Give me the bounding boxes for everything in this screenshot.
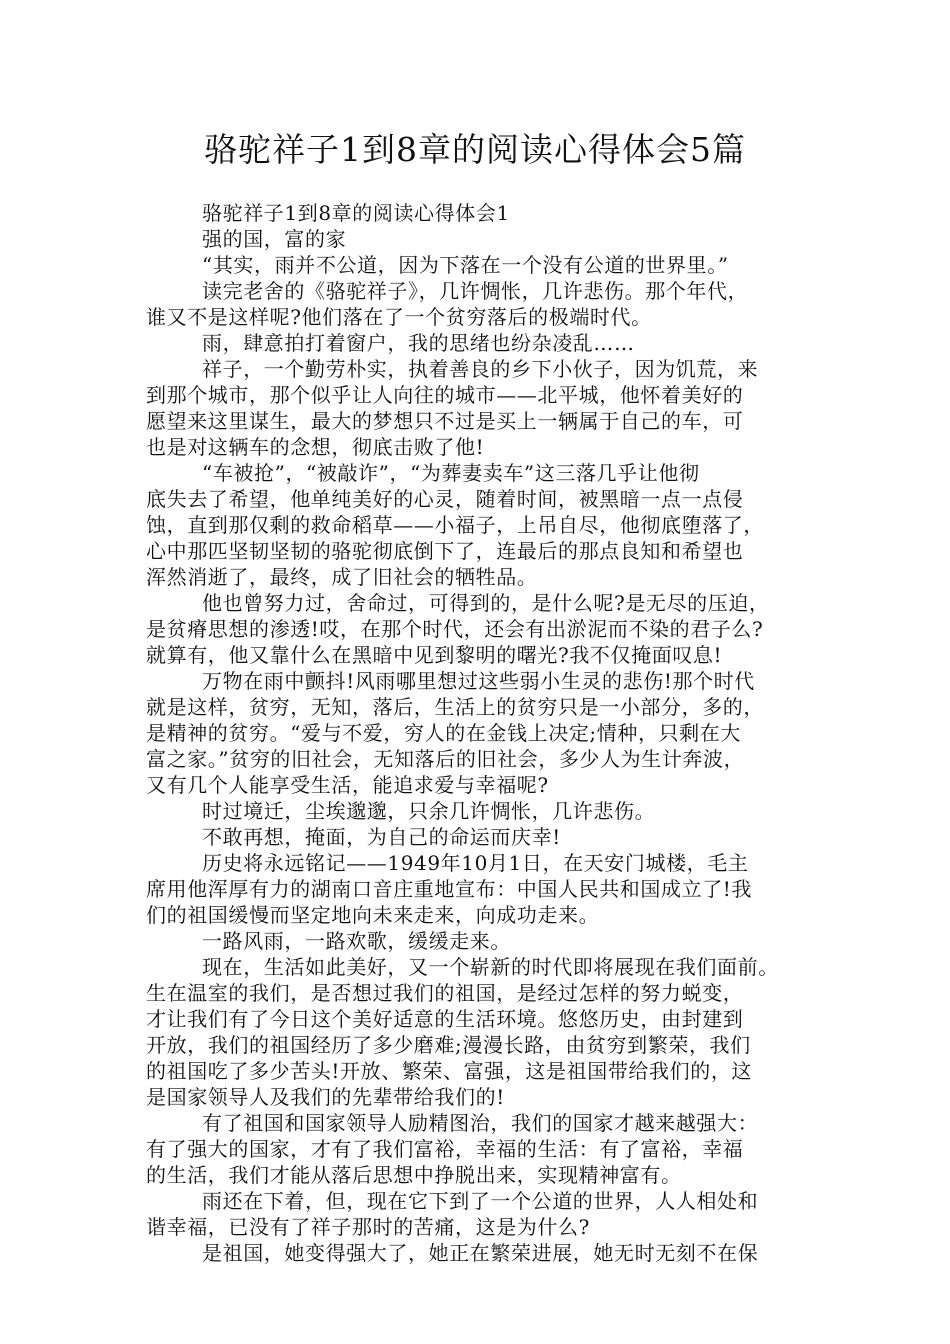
text-line: 又有几个人能享受生活，能追求爱与幸福呢?	[146, 773, 549, 797]
text-line: 雨，肆意拍打着窗户，我的思绪也纷杂凌乱……	[202, 331, 635, 355]
text-line: 不敢再想，掩面，为自己的命运而庆幸!	[202, 825, 561, 849]
text-line: 也是对这辆车的念想，彻底击败了他!	[146, 435, 485, 459]
text-line: 谁又不是这样呢?他们落在了一个贫穷落后的极端时代。	[146, 305, 652, 329]
text-line: 生在温室的我们，是否想过我们的祖国，是经过怎样的努力蜕变，	[146, 981, 744, 1005]
text-line: 雨还在下着，但，现在它下到了一个公道的世界，人人相处和	[202, 1189, 759, 1213]
text-line: 读完老舍的《骆驼祥子》，几许惆怅，几许悲伤。那个年代，	[202, 279, 749, 303]
document-body	[146, 200, 818, 1266]
text-line: 愿望来这里谋生，最大的梦想只不过是买上一辆属于自己的车，可	[146, 409, 744, 433]
text-line: 是贫瘠思想的渗透!哎，在那个时代，还会有出淤泥而不染的君子么?	[146, 617, 764, 641]
text-line: 骆驼祥子1到8章的阅读心得体会1	[202, 201, 510, 225]
text-line: 现在，生活如此美好，又一个崭新的时代即将展现在我们面前。	[202, 955, 779, 979]
text-line: “其实，雨并不公道，因为下落在一个没有公道的世界里。”	[202, 253, 729, 277]
text-line: 祥子，一个勤劳朴实，执着善良的乡下小伙子，因为饥荒，来	[202, 357, 759, 381]
text-line: 时过境迁，尘埃邈邈，只余几许惆怅，几许悲伤。	[202, 799, 656, 823]
text-line: 席用他浑厚有力的湖南口音庄重地宣布：中国人民共和国成立了!我	[146, 877, 753, 901]
text-line: 强的国，富的家	[202, 227, 347, 251]
document-title: 骆驼祥子1到8章的阅读心得体会5篇	[204, 130, 746, 169]
text-line: 心中那匹坚韧坚韧的骆驼彻底倒下了，连最后的那点良知和希望也	[146, 539, 744, 563]
text-line: 才让我们有了今日这个美好适意的生活环境。悠悠历史，由封建到	[146, 1007, 744, 1031]
text-line: 历史将永远铭记——1949年10月1日，在天安门城楼，毛主	[202, 851, 749, 875]
text-line: “车被抢”，“被敲诈”，“为葬妻卖车”这三落几乎让他彻	[202, 461, 700, 485]
text-line: 万物在雨中颤抖!风雨哪里想过这些弱小生灵的悲伤!那个时代	[202, 669, 755, 693]
text-line: 有了祖国和国家领导人励精图治，我们的国家才越来越强大：	[202, 1111, 759, 1135]
text-line: 谐幸福，已没有了祥子那时的苦痛，这是为什么?	[146, 1215, 590, 1239]
text-line: 是国家领导人及我们的先辈带给我们的!	[146, 1085, 505, 1109]
text-line: 就是这样，贫穷，无知，落后，生活上的贫穷只是一小部分，多的，	[146, 695, 764, 719]
text-line: 开放，我们的祖国经历了多少磨难;漫漫长路，由贫穷到繁荣，我们	[146, 1033, 751, 1057]
text-line: 一路风雨，一路欢歌，缓缓走来。	[202, 929, 511, 953]
text-line: 底失去了希望，他单纯美好的心灵，随着时间，被黑暗一点一点侵	[146, 487, 744, 511]
text-line: 是精神的贫穷。“爱与不爱，穷人的在金钱上决定;情种，只剩在大	[146, 721, 741, 745]
text-line: 是祖国，她变得强大了，她正在繁荣进展，她无时无刻不在保	[202, 1241, 759, 1265]
text-line: 蚀，直到那仅剩的救命稻草——小福子，上吊自尽，他彻底堕落了，	[146, 513, 764, 537]
text-line: 浑然消逝了，最终，成了旧社会的牺牲品。	[146, 565, 538, 589]
text-line: 他也曾努力过，舍命过，可得到的，是什么呢?是无尽的压迫，	[202, 591, 770, 615]
text-line: 就算有，他又靠什么在黑暗中见到黎明的曙光?我不仅掩面叹息!	[146, 643, 723, 667]
text-line: 富之家。”贫穷的旧社会，无知落后的旧社会，多少人为生计奔波，	[146, 747, 745, 771]
text-line: 的生活，我们才能从落后思想中挣脱出来，实现精神富有。	[146, 1163, 682, 1187]
text-line: 有了强大的国家，才有了我们富裕，幸福的生活：有了富裕，幸福	[146, 1137, 744, 1161]
text-line: 到那个城市，那个似乎让人向往的城市——北平城，他怀着美好的	[146, 383, 744, 407]
text-line: 们的祖国缓慢而坚定地向未来走来，向成功走来。	[146, 903, 600, 927]
text-line: 的祖国吃了多少苦头!开放、繁荣、富强，这是祖国带给我们的，这	[146, 1059, 753, 1083]
